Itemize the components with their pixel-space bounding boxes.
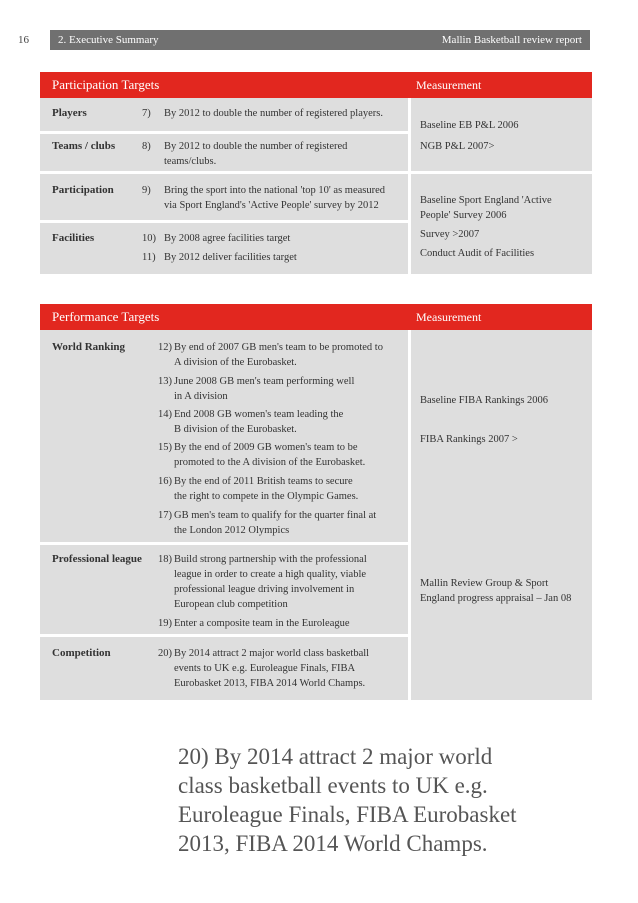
measurement-text: Baseline FIBA Rankings 2006 bbox=[420, 395, 549, 406]
row-label-players: Players bbox=[52, 107, 87, 119]
header-bar bbox=[50, 30, 590, 50]
row-separator bbox=[40, 171, 592, 174]
participation-table-body: Players 7) By 2012 to double the number of registered players. Teams / clubs 8) By 2012 to double the number of registered teams/clubs. Participation 9) Bring the sport into the national 'top 10' as measured via Sport England's 'Active People' survey by 2012 Facilities 10) By 2008 agree facilities target 11) By 2012 deliver facilities target Baseline EB P&L 2006 NGB P&L 2007> Baseline Sport England 'Active People' Survey 2006 Survey >2007 Conduct Audit of Facilities bbox=[40, 98, 592, 274]
report-title: Mallin Basketball review report bbox=[441, 34, 582, 46]
page-number: 16 bbox=[18, 34, 29, 46]
participation-table-header bbox=[40, 72, 592, 98]
measurement-text: Mallin Review Group & Sport England progress appraisal – Jan 08 bbox=[420, 578, 572, 604]
callout-quote: 20) By 2014 attract 2 major world class basketball events to UK e.g. Euroleague Finals, FIBA Eurobasket 2013, FIBA 2014 World Champs. bbox=[178, 744, 517, 856]
row-label-professional-league: Professional league bbox=[52, 553, 142, 565]
participation-title: Participation Targets bbox=[52, 77, 160, 92]
column-divider bbox=[408, 330, 411, 700]
section-title: 2. Executive Summary bbox=[58, 34, 159, 46]
measurement-text: Survey >2007 bbox=[420, 229, 480, 240]
row-label-teams-clubs: Teams / clubs bbox=[52, 140, 116, 152]
row-separator bbox=[40, 634, 408, 637]
performance-title: Performance Targets bbox=[52, 309, 160, 324]
measurement-text: Baseline Sport England 'Active People' Survey 2006 bbox=[420, 195, 552, 221]
row-separator bbox=[40, 131, 408, 134]
row-separator bbox=[40, 542, 408, 545]
measurement-text: Baseline EB P&L 2006 bbox=[420, 120, 519, 131]
row-label-world-ranking: World Ranking bbox=[52, 341, 126, 353]
measurement-text: Conduct Audit of Facilities bbox=[420, 248, 535, 259]
row-label-facilities: Facilities bbox=[52, 232, 95, 244]
measurement-text: NGB P&L 2007> bbox=[420, 141, 495, 152]
participation-measurement-header: Measurement bbox=[416, 78, 482, 92]
row-label-participation: Participation bbox=[52, 184, 114, 196]
row-label-competition: Competition bbox=[52, 647, 111, 659]
performance-table-body: World Ranking Professional league Competition 12) By end of 2007 GB men's team to be promoted to A division of the Eurobasket. 13) June 2008 GB men's team performing well in A division 14) End 2008 GB women's team leading the B division of the Eurobasket. 15) By the end of 2009 GB women's team to be promoted to the A division of the Eurobasket. 16) By the end of 2011 British teams to secure the right to compete in the Olympic Games. 17) GB men's team to qualify for the quarter final at the London 2012 Olympics 18) Build strong partnership with the professional league in order to create a high quality, viable professional league driving involvement in European club competition 19) Enter a composite team in the Euroleague 20) By 2014 attract 2 major world class basketball events to UK e.g. Euroleague Finals, FIBA Eurobasket 2013, FIBA 2014 World Champs. Baseline FIBA Rankings 2006 FIBA Rankings 2007 > Mallin Review Group & Sport England progress appraisal – Jan 08 bbox=[40, 330, 592, 700]
measurement-text: FIBA Rankings 2007 > bbox=[420, 434, 518, 445]
performance-measurement-header: Measurement bbox=[416, 310, 482, 324]
performance-table-header bbox=[40, 304, 592, 330]
row-separator bbox=[40, 220, 408, 223]
column-divider bbox=[408, 98, 411, 274]
